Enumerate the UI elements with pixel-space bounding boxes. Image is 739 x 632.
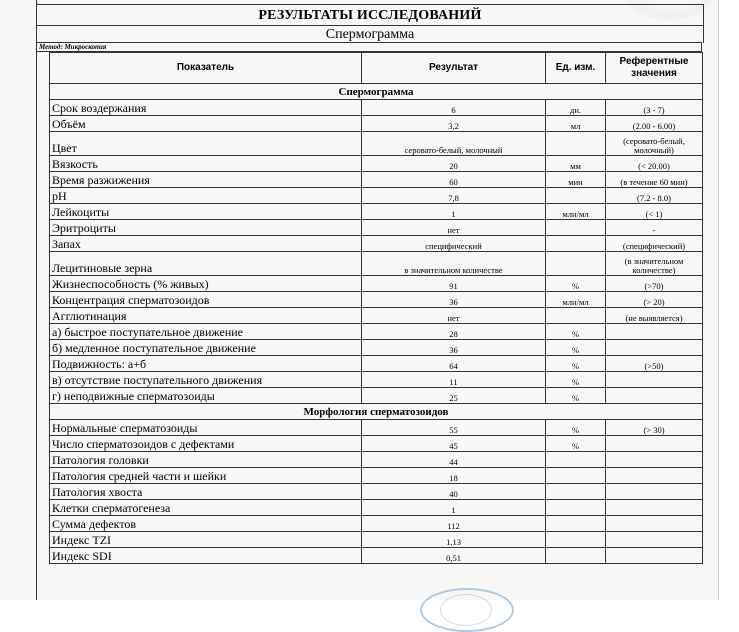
table-row: [50, 116, 703, 132]
reference-cell: (в значительном количестве): [606, 252, 703, 276]
reference-cell: [606, 388, 703, 404]
result-cell: 60: [362, 172, 546, 188]
stamp-inner-ring: [440, 594, 492, 626]
indicator-cell: Клетки сперматогенеза: [50, 500, 362, 516]
indicator-cell: г) неподвижные сперматозоиды: [50, 388, 362, 404]
section-header-row: [50, 404, 703, 420]
unit-cell: %: [546, 340, 606, 356]
reference-cell: (> 30): [606, 420, 703, 436]
indicator-cell: б) медленное поступательное движение: [50, 340, 362, 356]
table-row: [50, 356, 703, 372]
reference-cell: [606, 452, 703, 468]
reference-cell: [606, 484, 703, 500]
unit-cell: [546, 308, 606, 324]
table-row: [50, 276, 703, 292]
result-cell: 1: [362, 204, 546, 220]
table-row: [50, 436, 703, 452]
result-cell: 1: [362, 500, 546, 516]
report-header: [36, 4, 704, 43]
indicator-cell: Подвижность: а+б: [50, 356, 362, 372]
result-cell: 7,8: [362, 188, 546, 204]
unit-cell: %: [546, 324, 606, 340]
table-row: [50, 308, 703, 324]
table-row: [50, 340, 703, 356]
reference-cell: (>50): [606, 356, 703, 372]
table-row: [50, 172, 703, 188]
table-row: [50, 516, 703, 532]
section-header-row: [50, 84, 703, 100]
unit-cell: мм: [546, 156, 606, 172]
unit-cell: [546, 132, 606, 156]
reference-cell: [606, 340, 703, 356]
reference-cell: (2.00 - 6.00): [606, 116, 703, 132]
reference-cell: [606, 516, 703, 532]
result-cell: специфический: [362, 236, 546, 252]
reference-cell: -: [606, 220, 703, 236]
column-header-unit: Ед. изм.: [546, 53, 606, 84]
reference-cell: (специфический): [606, 236, 703, 252]
unit-cell: [546, 252, 606, 276]
table-row: [50, 484, 703, 500]
result-cell: 112: [362, 516, 546, 532]
reference-cell: (> 20): [606, 292, 703, 308]
table-row: [50, 156, 703, 172]
table-row: [50, 500, 703, 516]
result-cell: 36: [362, 292, 546, 308]
reference-cell: (< 1): [606, 204, 703, 220]
unit-cell: %: [546, 372, 606, 388]
result-cell: нет: [362, 220, 546, 236]
table-row: [50, 532, 703, 548]
table-row: [50, 420, 703, 436]
result-cell: 91: [362, 276, 546, 292]
sheet-edge: [718, 0, 739, 600]
indicator-cell: а) быстрое поступательное движение: [50, 324, 362, 340]
table-row: [50, 220, 703, 236]
result-cell: 0,51: [362, 548, 546, 564]
result-cell: 25: [362, 388, 546, 404]
unit-cell: [546, 516, 606, 532]
reference-cell: [606, 468, 703, 484]
unit-cell: [546, 468, 606, 484]
indicator-cell: Число сперматозоидов с дефектами: [50, 436, 362, 452]
indicator-cell: Агглютинация: [50, 308, 362, 324]
unit-cell: [546, 500, 606, 516]
table-row: [50, 236, 703, 252]
result-cell: 64: [362, 356, 546, 372]
indicator-cell: Патология хвоста: [50, 484, 362, 500]
table-row: [50, 452, 703, 468]
report-title: РЕЗУЛЬТАТЫ ИССЛЕДОВАНИЙ: [258, 8, 482, 23]
indicator-cell: Нормальные сперматозоиды: [50, 420, 362, 436]
table-row: [50, 252, 703, 276]
reference-cell: (>70): [606, 276, 703, 292]
unit-cell: [546, 188, 606, 204]
section-title: Морфология сперматозоидов: [50, 404, 703, 420]
column-header-reference: Референтные значения: [606, 53, 703, 84]
indicator-cell: Патология головки: [50, 452, 362, 468]
unit-cell: [546, 220, 606, 236]
result-cell: нет: [362, 308, 546, 324]
indicator-cell: Время разжижения: [50, 172, 362, 188]
reference-cell: [606, 500, 703, 516]
result-cell: серовато-белый, молочный: [362, 132, 546, 156]
indicator-cell: Сумма дефектов: [50, 516, 362, 532]
column-header-indicator: Показатель: [50, 53, 362, 84]
result-cell: 40: [362, 484, 546, 500]
indicator-cell: Индекс SDI: [50, 548, 362, 564]
indicator-cell: Запах: [50, 236, 362, 252]
unit-cell: [546, 484, 606, 500]
table-row: [50, 468, 703, 484]
indicator-cell: Лецитиновые зерна: [50, 252, 362, 276]
indicator-cell: pH: [50, 188, 362, 204]
indicator-cell: Срок воздержания: [50, 100, 362, 116]
table-row: [50, 324, 703, 340]
reference-cell: (серовато-белый, молочный): [606, 132, 703, 156]
reference-cell: (3 - 7): [606, 100, 703, 116]
indicator-cell: Объём: [50, 116, 362, 132]
result-cell: 18: [362, 468, 546, 484]
reference-cell: (7.2 - 8.0): [606, 188, 703, 204]
reference-cell: (в течение 60 мин): [606, 172, 703, 188]
report-subtitle: Спермограмма: [325, 27, 415, 42]
results-table: [49, 52, 703, 564]
result-cell: 44: [362, 452, 546, 468]
indicator-cell: Концентрация сперматозоидов: [50, 292, 362, 308]
result-cell: 11: [362, 372, 546, 388]
method-label: Метод: Микроскопия: [36, 42, 702, 52]
column-header-result: Результат: [362, 53, 546, 84]
result-cell: 1,13: [362, 532, 546, 548]
reference-cell: [606, 436, 703, 452]
unit-cell: дн.: [546, 100, 606, 116]
table-row: [50, 188, 703, 204]
title-divider: [37, 25, 703, 26]
result-cell: в значительном количестве: [362, 252, 546, 276]
table-row: [50, 100, 703, 116]
unit-cell: [546, 236, 606, 252]
indicator-cell: Лейкоциты: [50, 204, 362, 220]
unit-cell: мл: [546, 116, 606, 132]
reference-cell: [606, 548, 703, 564]
result-cell: 28: [362, 324, 546, 340]
table-row: [50, 372, 703, 388]
section-title: Спермограмма: [50, 84, 703, 100]
unit-cell: %: [546, 356, 606, 372]
table-header-row: [50, 53, 703, 84]
table-row: [50, 204, 703, 220]
result-cell: 55: [362, 420, 546, 436]
unit-cell: [546, 548, 606, 564]
indicator-cell: Вязкость: [50, 156, 362, 172]
unit-cell: %: [546, 436, 606, 452]
indicator-cell: Индекс TZI: [50, 532, 362, 548]
result-cell: 45: [362, 436, 546, 452]
table-row: [50, 132, 703, 156]
unit-cell: млн/мл: [546, 292, 606, 308]
reference-cell: (не выявляется): [606, 308, 703, 324]
unit-cell: [546, 452, 606, 468]
unit-cell: %: [546, 388, 606, 404]
reference-cell: (< 20.00): [606, 156, 703, 172]
unit-cell: мин: [546, 172, 606, 188]
indicator-cell: в) отсутствие поступательного движения: [50, 372, 362, 388]
unit-cell: млн/мл: [546, 204, 606, 220]
table-row: [50, 548, 703, 564]
indicator-cell: Цвет: [50, 132, 362, 156]
result-cell: 20: [362, 156, 546, 172]
indicator-cell: Жизнеспособность (% живых): [50, 276, 362, 292]
table-body: [50, 84, 703, 564]
result-cell: 3,2: [362, 116, 546, 132]
table-row: [50, 292, 703, 308]
left-margin-rule: [36, 52, 37, 600]
unit-cell: [546, 532, 606, 548]
result-cell: 36: [362, 340, 546, 356]
result-cell: 6: [362, 100, 546, 116]
unit-cell: %: [546, 276, 606, 292]
table-row: [50, 388, 703, 404]
indicator-cell: Патология средней части и шейки: [50, 468, 362, 484]
reference-cell: [606, 532, 703, 548]
reference-cell: [606, 324, 703, 340]
unit-cell: %: [546, 420, 606, 436]
reference-cell: [606, 372, 703, 388]
indicator-cell: Эритроциты: [50, 220, 362, 236]
